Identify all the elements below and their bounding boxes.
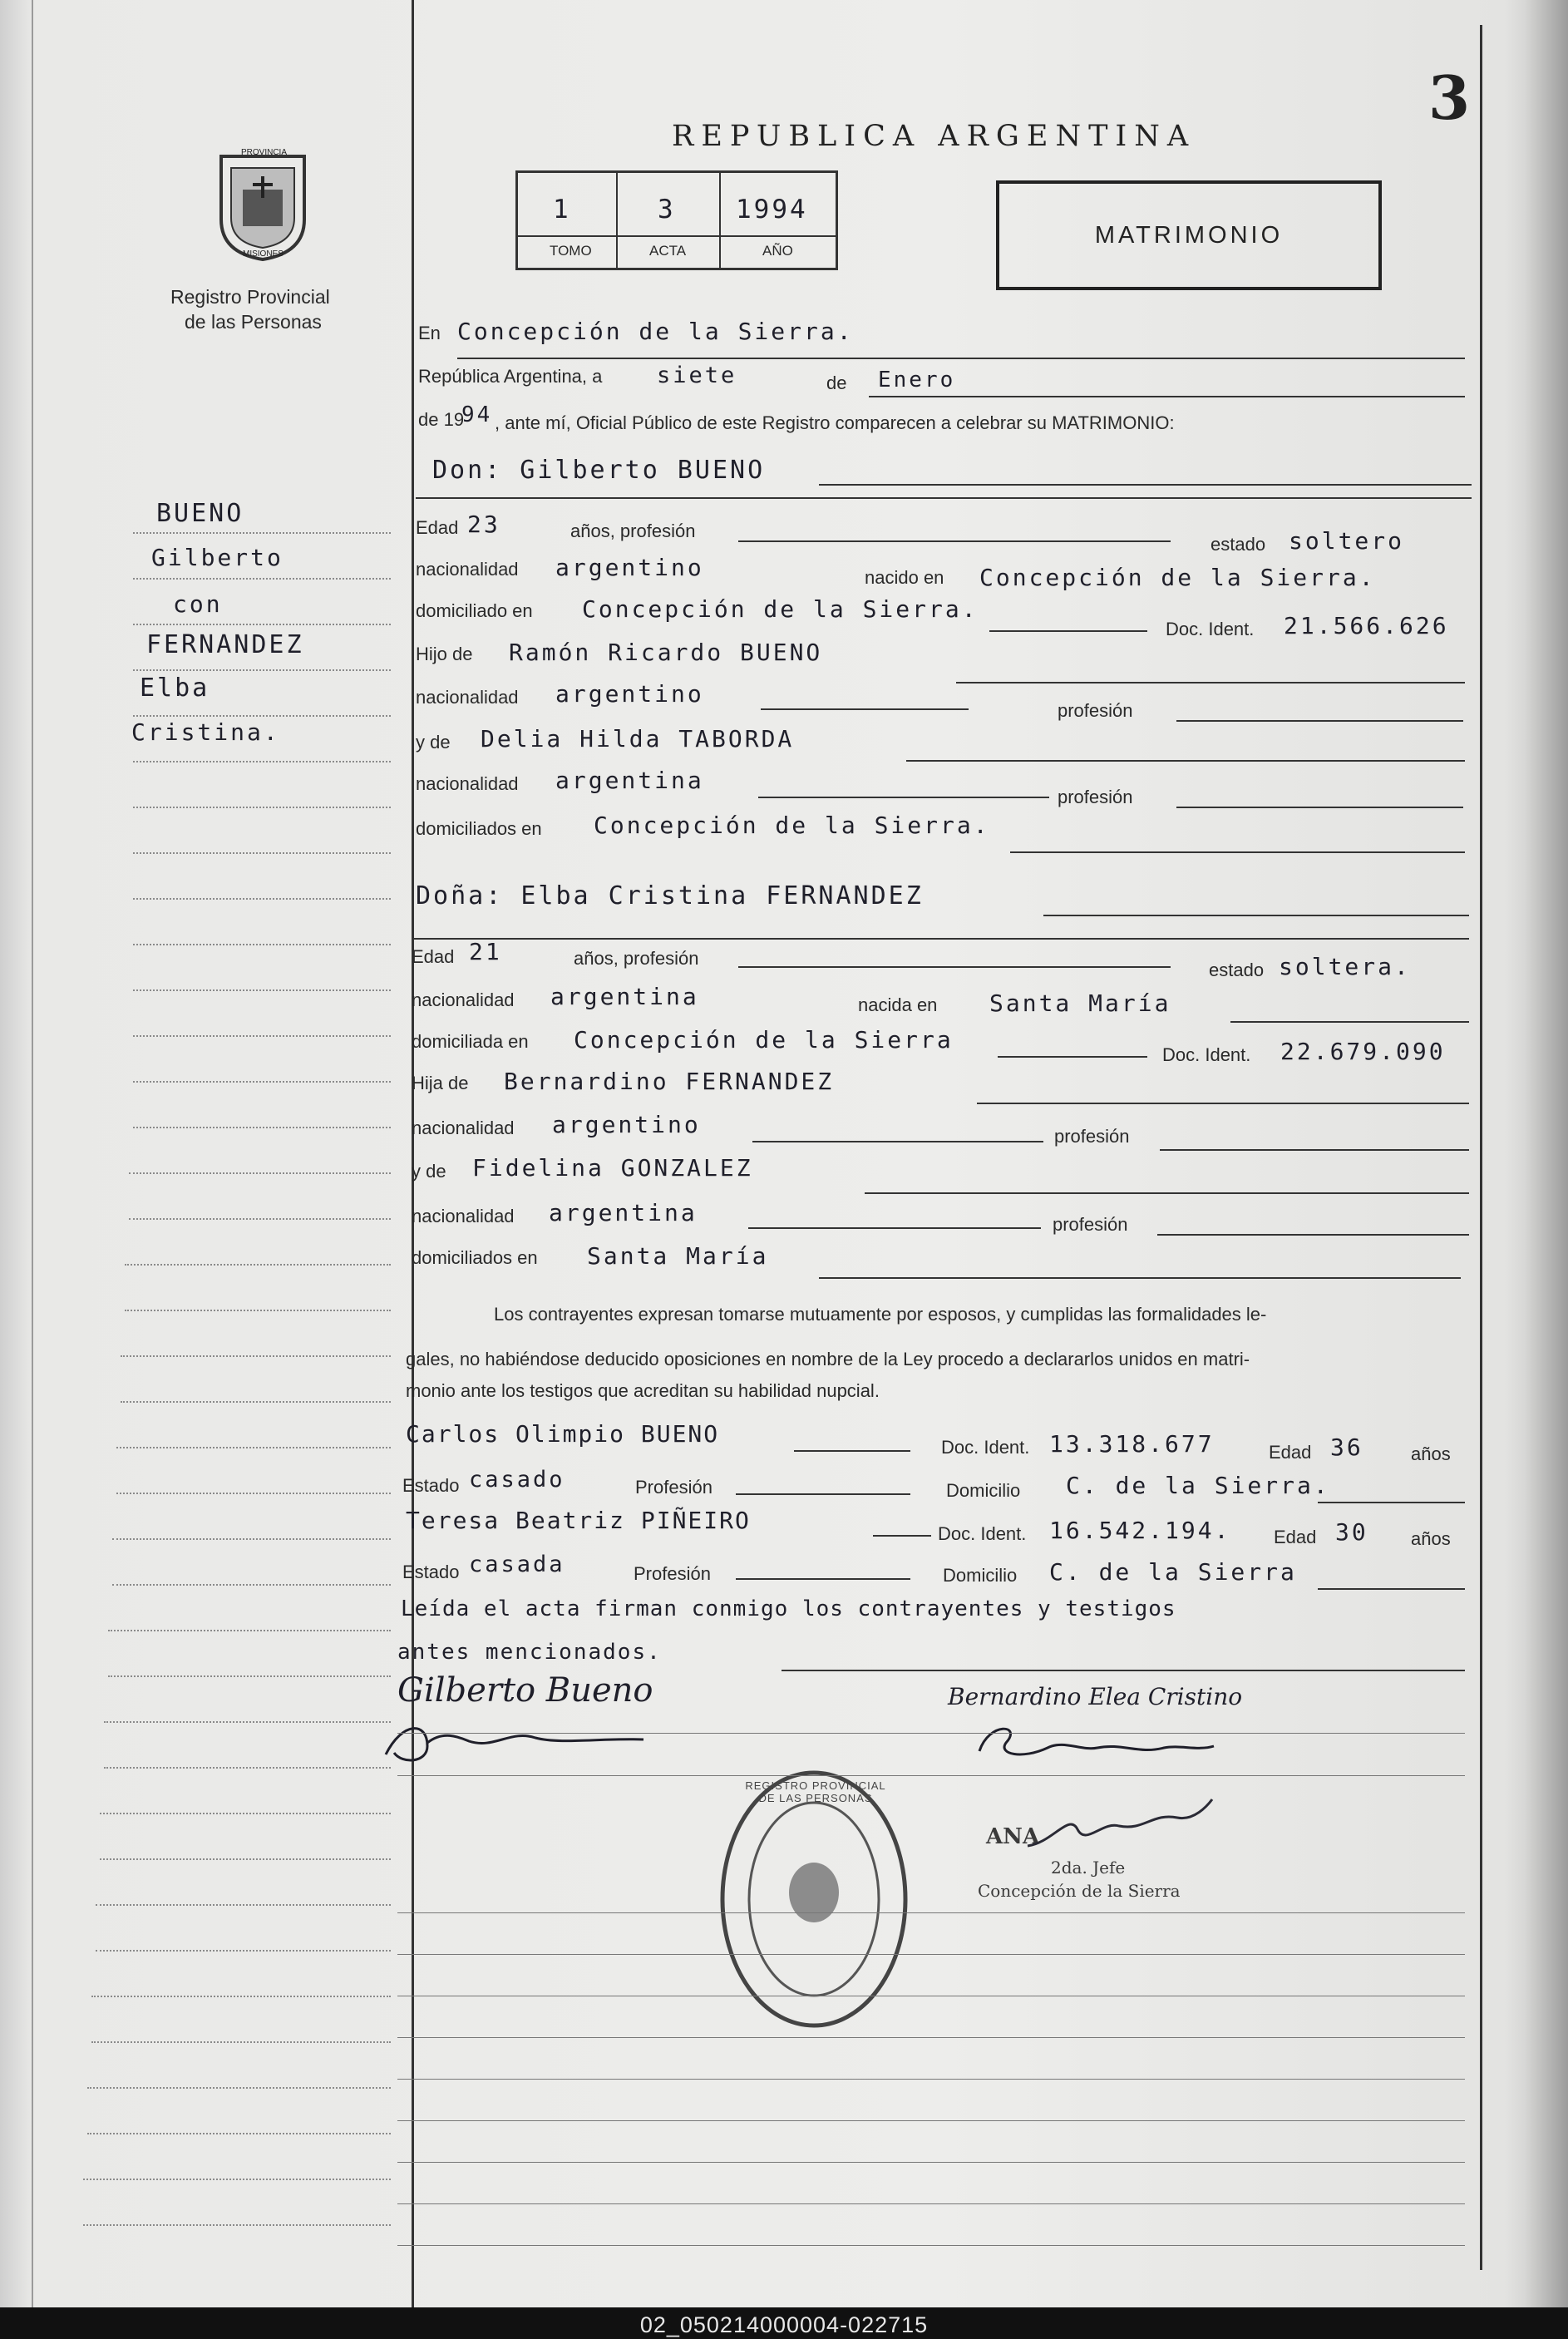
page-edge (1526, 0, 1568, 2307)
rule (752, 1141, 1043, 1142)
intro-month: Enero (878, 368, 956, 392)
bride-father-nac-label: nacionalidad (412, 1118, 515, 1138)
ano-label: AÑO (762, 243, 793, 259)
rule (869, 396, 1465, 397)
groom-nacionalidad-label: nacionalidad (416, 559, 519, 580)
groom-anos-profesion-label: años, profesión (570, 521, 696, 541)
groom-father-nacionalidad: argentino (555, 680, 704, 708)
groom-parents-dom-label: domiciliados en (416, 818, 542, 839)
rule (457, 358, 1465, 359)
witness-1-name: Carlos Olimpio BUENO (406, 1420, 720, 1448)
witness-1-domicilio: C. de la Sierra. (1066, 1472, 1330, 1499)
bride-edad: 21 (469, 938, 502, 965)
record-number-box (515, 170, 838, 270)
groom-edad-label: Edad (416, 517, 459, 538)
bride-doc: 22.679.090 (1280, 1038, 1446, 1065)
groom-estado-label: estado (1211, 534, 1266, 555)
witness-1-estado: casado (469, 1467, 565, 1493)
year-prefix: de 19 (418, 409, 465, 430)
acta-cell (616, 173, 721, 268)
groom-name: Don: Gilberto BUENO (432, 456, 766, 485)
rule (1230, 1021, 1469, 1023)
witness-1-estado-label: Estado (402, 1475, 460, 1496)
rule (977, 1103, 1469, 1104)
intro-place: Concepción de la Sierra. (457, 318, 854, 345)
groom-edad: 23 (467, 511, 500, 538)
bride-edad-label: Edad (412, 946, 455, 967)
record-box-divider (518, 235, 836, 237)
groom-nacionalidad: argentino (555, 554, 704, 581)
witness-2-anos-label: años (1411, 1528, 1451, 1549)
rule (736, 1493, 910, 1495)
bride-name: Doña: Elba Cristina FERNANDEZ (416, 881, 924, 910)
rule (1318, 1588, 1465, 1590)
rule (1157, 1234, 1469, 1236)
bride-father-profesion-label: profesión (1054, 1126, 1130, 1147)
stamp-signature (1019, 1796, 1219, 1867)
rule (873, 1535, 931, 1537)
intro-day: siete (657, 363, 737, 388)
margin-note-line-3: con (173, 590, 223, 618)
seal-top-text: PROVINCIA (241, 148, 288, 157)
rule (819, 484, 1472, 486)
bride-signature-scrawl (377, 1713, 652, 1771)
bride-signature (377, 1713, 652, 1775)
declaration-line-3: monio ante los testigos que acreditan su habilidad nupcial. (406, 1380, 880, 1401)
rule (998, 1056, 1147, 1058)
de-label: de (826, 373, 847, 393)
rule (989, 630, 1147, 632)
groom-doc: 21.566.626 (1284, 612, 1449, 639)
rule (761, 708, 969, 710)
ano-cell (719, 173, 836, 268)
round-stamp-text: REGISTRO PROVINCIAL DE LAS PERSONAS (745, 1779, 886, 1804)
republic-label: República Argentina, a (418, 366, 603, 387)
stamp-signature-scrawl (1019, 1796, 1219, 1863)
witness-2-doc: 16.542.194. (1049, 1517, 1231, 1544)
left-column-rule (412, 0, 414, 2307)
rule (748, 1227, 1041, 1229)
act-type-box (996, 180, 1382, 290)
tomo-cell (518, 173, 618, 268)
witness-2-edad-label: Edad (1274, 1527, 1317, 1547)
bride-father-nacionalidad: argentino (552, 1111, 701, 1138)
witness-2-doc-label: Doc. Ident. (938, 1523, 1027, 1544)
declaration-line-2: gales, no habiéndose deducido oposiciones en nombre de la Ley procedo a declararlos unidos en matri- (406, 1349, 1250, 1369)
groom-doc-label: Doc. Ident. (1166, 619, 1255, 639)
rule (1043, 915, 1469, 916)
declaration-line-1: Los contrayentes expresan tomarse mutuamente por esposos, y cumplidas las formalidades le- (494, 1304, 1267, 1325)
rule (738, 966, 1171, 968)
right-frame-rule (1480, 25, 1482, 2270)
country-title: REPUBLICA ARGENTINA (672, 120, 1196, 153)
rule (1160, 1149, 1469, 1151)
margin-note-line-4: FERNANDEZ (146, 630, 304, 659)
groom-father: Ramón Ricardo BUENO (509, 639, 823, 666)
groom-signature: Gilberto Bueno (397, 1671, 653, 1710)
rule (865, 1192, 1469, 1194)
bride-mother-profesion-label: profesión (1053, 1214, 1128, 1235)
right-signature-1: Bernardino Elea Cristino (948, 1683, 1243, 1710)
witness-2-name: Teresa Beatriz PIÑEIRO (406, 1507, 751, 1534)
bride-mother: Fidelina GONZALEZ (472, 1154, 753, 1182)
bride-nacionalidad-label: nacionalidad (412, 989, 515, 1010)
seal-bottom-text: MISIONES (243, 249, 284, 259)
bride-domicilio: Concepción de la Sierra (574, 1026, 954, 1054)
margin-note-line-6: Cristina. (131, 718, 280, 746)
stamp-name: ANA (986, 1824, 1040, 1849)
rule (416, 497, 1472, 499)
registry-name-line2: de las Personas (185, 311, 322, 333)
groom-nacido-label: nacido en (865, 567, 944, 588)
page-fold-line (32, 0, 33, 2307)
rule (738, 540, 1171, 542)
groom-father-profesion-label: profesión (1058, 700, 1133, 721)
bride-mother-nac-label: nacionalidad (412, 1206, 515, 1226)
bride-estado-label: estado (1209, 960, 1265, 980)
tomo-value: 1 (553, 195, 571, 225)
groom-mother-nacionalidad: argentina (555, 767, 704, 794)
witness-2-domicilio: C. de la Sierra (1049, 1558, 1297, 1586)
registry-name-line1: Registro Provincial (170, 286, 330, 308)
witness-1-doc-label: Doc. Ident. (941, 1437, 1030, 1458)
bride-doc-label: Doc. Ident. (1162, 1044, 1251, 1065)
witness-2-domicilio-label: Domicilio (943, 1565, 1018, 1586)
closing-line-2: antes mencionados. (397, 1640, 662, 1665)
bride-mother-label: y de (412, 1161, 446, 1182)
margin-note-line-5: Elba (140, 674, 210, 703)
rule (1010, 851, 1465, 853)
rule (412, 938, 1469, 940)
rule (956, 682, 1465, 683)
act-type-label: MATRIMONIO (1094, 222, 1284, 249)
rule (758, 797, 1049, 798)
right-signature-2 (973, 1718, 1222, 1772)
bride-mother-nacionalidad: argentina (549, 1199, 698, 1226)
intro-statement: , ante mí, Oficial Público de este Registro comparecen a celebrar su MATRIMONIO: (495, 412, 1175, 433)
en-label: En (418, 323, 441, 343)
witness-1-anos-label: años (1411, 1443, 1451, 1464)
registry-seal (210, 148, 316, 263)
rule (794, 1450, 910, 1452)
right-signature-2-scrawl (973, 1718, 1222, 1768)
acta-value: 3 (658, 195, 676, 225)
groom-domicilio: Concepción de la Sierra. (582, 595, 979, 623)
bride-nacida-label: nacida en (858, 994, 938, 1015)
acta-label: ACTA (649, 243, 687, 259)
page-number: 3 (1428, 62, 1471, 133)
witness-1-domicilio-label: Domicilio (946, 1480, 1021, 1501)
witness-1-profesion-label: Profesión (635, 1477, 713, 1498)
groom-parents-domicilio: Concepción de la Sierra. (594, 812, 990, 839)
intro-year-suffix: 94 (461, 402, 493, 427)
bride-father-label: Hija de (412, 1073, 469, 1093)
file-label: 02_050214000004-022715 (639, 2312, 929, 2337)
stamp-place: Concepción de la Sierra (978, 1881, 1181, 1901)
witness-1-doc: 13.318.677 (1049, 1430, 1215, 1458)
groom-father-label: Hijo de (416, 644, 473, 664)
rule (1176, 720, 1463, 722)
groom-mother-profesion-label: profesión (1058, 787, 1133, 807)
bride-anos-profesion-label: años, profesión (574, 948, 699, 969)
bride-father: Bernardino FERNANDEZ (504, 1068, 835, 1095)
tomo-label: TOMO (550, 243, 592, 259)
groom-domiciliado-label: domiciliado en (416, 600, 533, 621)
bride-domiciliada-label: domiciliada en (412, 1031, 529, 1052)
groom-mother-nac-label: nacionalidad (416, 773, 519, 794)
closing-line-1: Leída el acta firman conmigo los contrayentes y testigos (401, 1596, 1176, 1621)
witness-2-estado-label: Estado (402, 1562, 460, 1582)
registry-seal-icon (210, 148, 316, 263)
witness-2-estado: casada (469, 1552, 565, 1577)
witness-2-profesion-label: Profesión (634, 1563, 711, 1584)
bride-nacida-en: Santa María (989, 989, 1171, 1017)
rule (1318, 1502, 1465, 1503)
rule (736, 1578, 910, 1580)
bride-parents-domicilio: Santa María (587, 1242, 769, 1270)
margin-note-line-1: BUENO (156, 499, 244, 528)
ano-value: 1994 (736, 195, 808, 225)
rule (1176, 807, 1463, 808)
margin-note-line-2: Gilberto (151, 544, 284, 571)
groom-estado: soltero (1289, 527, 1405, 555)
groom-nacido-en: Concepción de la Sierra. (979, 564, 1376, 591)
rule (782, 1670, 1465, 1671)
bride-parents-dom-label: domiciliados en (412, 1247, 538, 1268)
witness-2-edad: 30 (1335, 1518, 1368, 1546)
groom-mother-label: y de (416, 732, 451, 753)
witness-1-edad: 36 (1330, 1434, 1363, 1461)
bride-estado: soltera. (1279, 953, 1411, 980)
bride-nacionalidad: argentina (550, 983, 699, 1010)
witness-1-edad-label: Edad (1269, 1442, 1312, 1463)
groom-mother: Delia Hilda TABORDA (481, 725, 795, 753)
round-stamp-icon (717, 1766, 911, 2032)
rule (906, 760, 1465, 762)
groom-father-nac-label: nacionalidad (416, 687, 519, 708)
stamp-role: 2da. Jefe (1051, 1858, 1126, 1878)
rule (819, 1277, 1461, 1279)
